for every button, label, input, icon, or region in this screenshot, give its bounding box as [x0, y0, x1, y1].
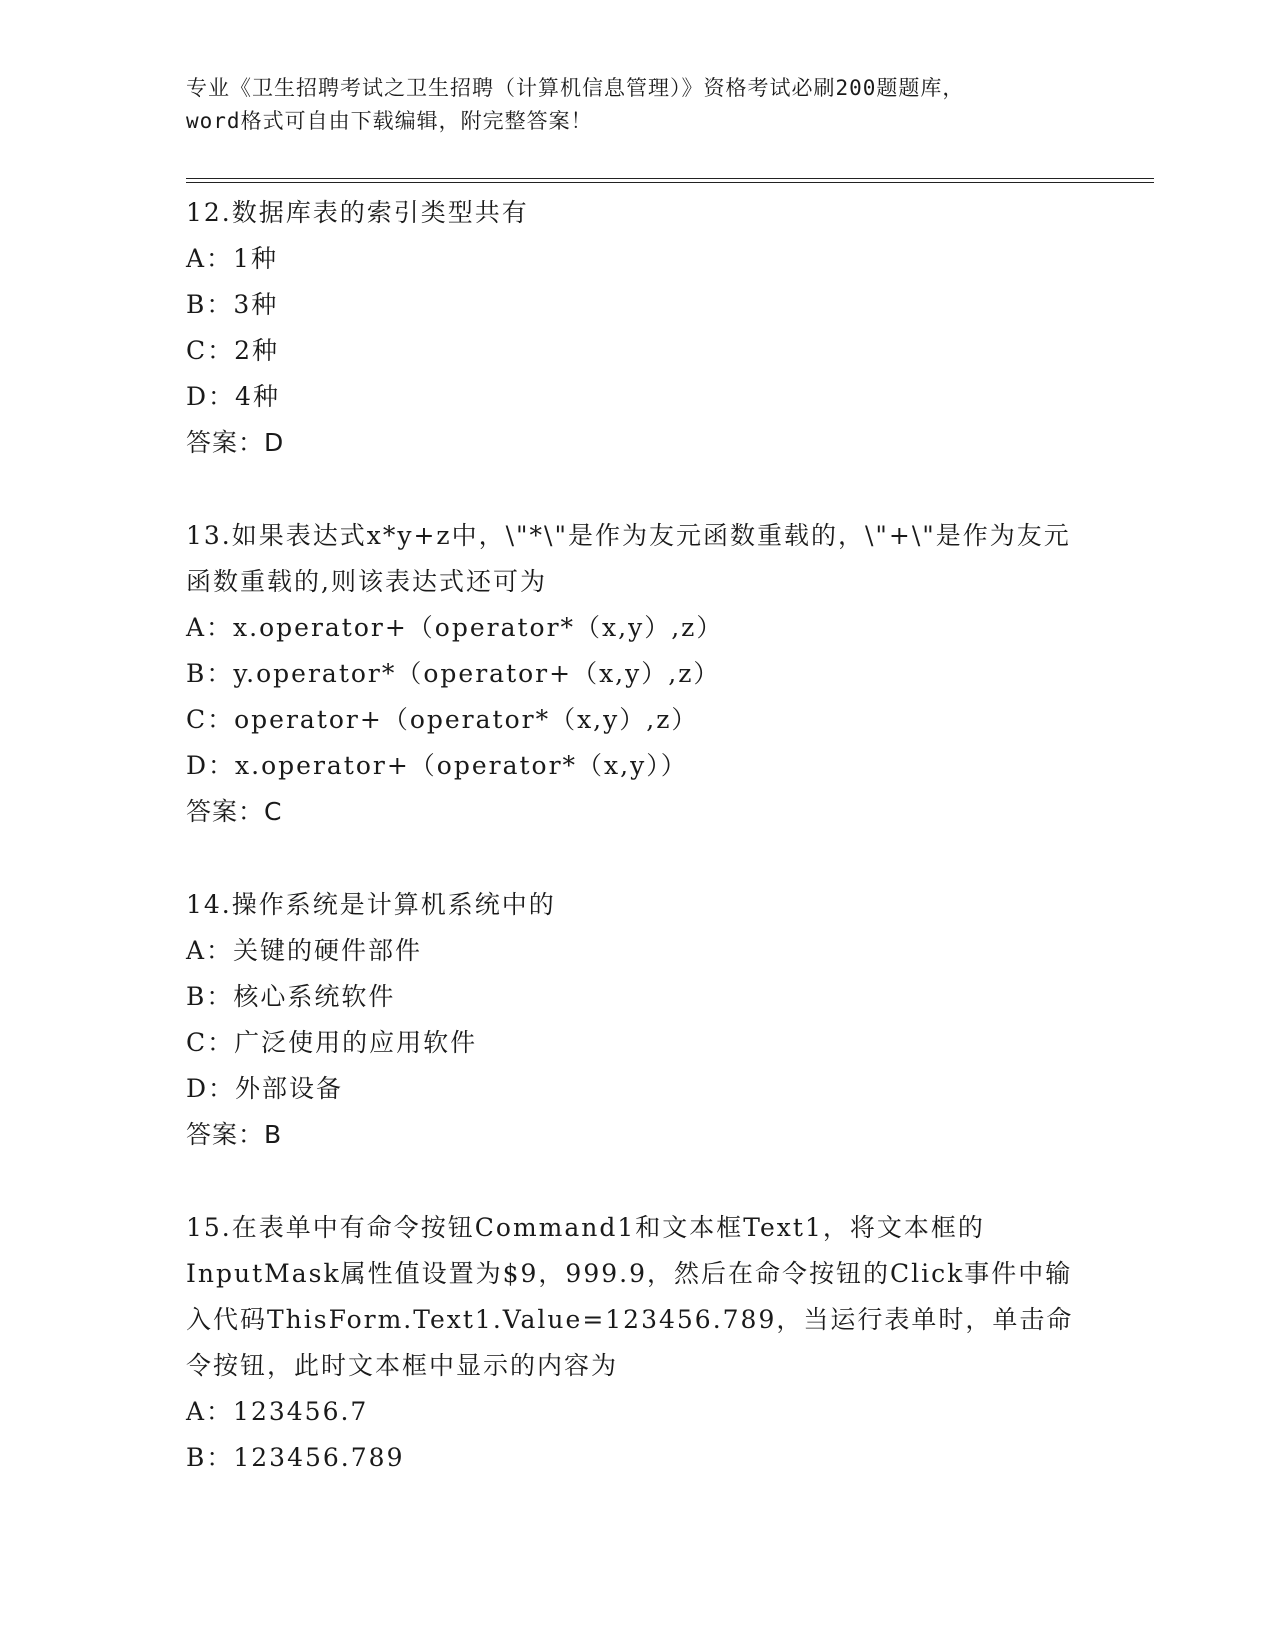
option-c: C：operator+（operator*（x,y）,z） — [186, 705, 699, 734]
option-c: C：广泛使用的应用软件 — [186, 1028, 478, 1057]
header-line-1: 专业《卫生招聘考试之卫生招聘（计算机信息管理）》资格考试必刷200题题库， — [186, 76, 965, 100]
option-d: D：x.operator+（operator*（x,y）） — [186, 751, 688, 780]
question-14 — [186, 882, 1086, 1158]
option-b: B：y.operator*（operator+（x,y）,z） — [186, 659, 721, 688]
answer-line: 答案：D — [186, 428, 285, 457]
option-c: C：2种 — [186, 336, 280, 365]
question-list — [186, 190, 1086, 1528]
option-a: A：x.operator+（operator*（x,y）,z） — [186, 613, 724, 642]
question-stem: 15.在表单中有命令按钮Command1和文本框Text1，将文本框的InputMask属性值设置为$9，999.9，然后在命令按钮的Click事件中输入代码ThisForm.Text1.Value=123456.789，当运行表单时，单击命令按钮，此时文本框中显示的内容为 — [186, 1213, 1074, 1380]
header-divider — [186, 178, 1154, 183]
option-b: B：123456.789 — [186, 1443, 405, 1472]
question-stem: 12.数据库表的索引类型共有 — [186, 198, 529, 227]
answer-line: 答案：C — [186, 797, 283, 826]
option-a: A：1种 — [186, 244, 278, 273]
question-13 — [186, 513, 1086, 835]
option-d: D：4种 — [186, 382, 280, 411]
option-b: B：3种 — [186, 290, 279, 319]
question-stem: 14.操作系统是计算机系统中的 — [186, 890, 556, 919]
option-a: A：123456.7 — [186, 1397, 369, 1426]
question-12 — [186, 190, 1086, 466]
option-d: D：外部设备 — [186, 1074, 344, 1103]
option-a: A：关键的硬件部件 — [186, 936, 423, 965]
option-b: B：核心系统软件 — [186, 982, 396, 1011]
document-header — [186, 72, 1086, 138]
question-stem: 13.如果表达式x*y+z中，\"*\"是作为友元函数重载的，\"+\"是作为友元函数重载的,则该表达式还可为 — [186, 521, 1071, 596]
header-line-2: word格式可自由下载编辑，附完整答案！ — [186, 109, 593, 133]
question-15 — [186, 1205, 1086, 1481]
answer-line: 答案：B — [186, 1120, 283, 1149]
